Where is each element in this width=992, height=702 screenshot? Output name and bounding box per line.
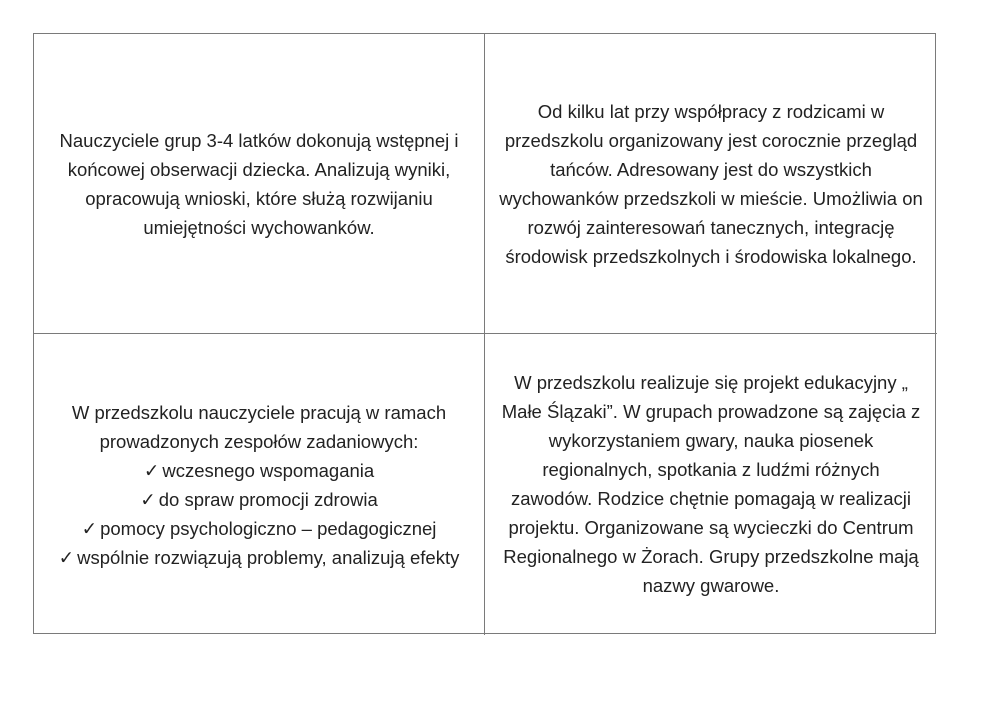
task-teams-intro: W przedszkolu nauczyciele pracują w ramach prowadzonych zespołów zadaniowych: [71,401,447,452]
cell-task-teams [34,334,485,635]
cell-dance-review-text: Od kilku lat przy współpracy z rodzicami w przedszkolu organizowany jest corocznie przegląd tańców. Adresowany jest do wszystkich wychowanków przedszkoli w mieście. Umożliwia on rozwój zainteresowań tanecznych, integrację środowisk przedszkolnych i środowiska lokalnego. [499,100,923,267]
task-team-item: ✓ wspólnie rozwiązują problemy, analizują efekty [58,546,460,568]
cell-task-teams-content [40,398,478,572]
cell-observation-text: Nauczyciele grup 3-4 latków dokonują wstępnej i końcowej obserwacji dziecka. Analizują wyniki, opracowują wnioski, które służą rozwijaniu umiejętności wychowanków. [59,129,459,238]
task-team-item: ✓ pomocy psychologiczno – pedagogicznej [81,517,437,539]
info-table [33,33,936,634]
cell-observation [34,34,485,334]
checkmark-icon: ✓ [81,517,98,539]
cell-dance-review [485,34,937,334]
checkmark-icon: ✓ [58,546,75,568]
cell-regional-project-text: W przedszkolu realizuje się projekt edukacyjny „ Małe Ślązaki”. W grupach prowadzone są zajęcia z wykorzystaniem gwary, nauka piosenek regionalnych, spotkania z ludźmi różnych zawodów. Rodzice chętnie pomagają w realizacji projektu. Organizowane są wycieczki do Centrum Regionalnego w Żorach. Grupy przedszkolne mają nazwy gwarowe. [501,371,921,596]
task-team-item: ✓ do spraw promocji zdrowia [140,488,378,510]
task-team-item: ✓ wczesnego wspomagania [143,459,375,481]
cell-regional-project [485,334,937,635]
checkmark-icon: ✓ [140,488,156,510]
checkmark-icon: ✓ [143,459,160,481]
